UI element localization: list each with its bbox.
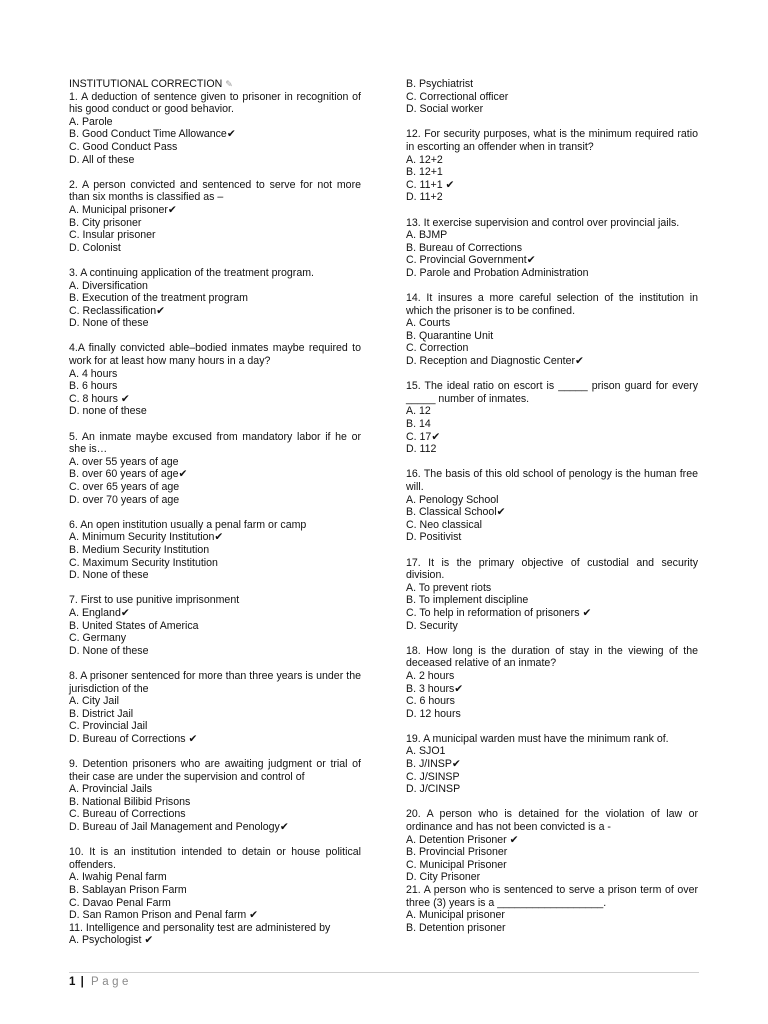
question-text: 11. Intelligence and personality test are administered by	[69, 921, 331, 934]
answer-option: A. Municipal prisoner	[406, 909, 505, 922]
answer-option: C. over 65 years of age	[69, 481, 180, 493]
question-text: 1. A deduction of sentence given to prisoner in recognition of his good conduct or good behavior.	[69, 90, 361, 116]
question-text: 10. It is an institution intended to detain or house political offenders.	[69, 846, 361, 871]
answer-option: B. J/INSP✔	[406, 758, 461, 771]
answer-option: D. over 70 years of age	[69, 493, 180, 506]
answer-option: C. 17✔	[406, 430, 441, 443]
question-item	[406, 128, 698, 204]
question-text: 6. An open institution usually a penal farm or camp	[69, 518, 307, 531]
question-item	[69, 922, 361, 947]
answer-option: C. Maximum Security Institution	[69, 556, 218, 569]
answer-option: C. To help in reformation of prisoners ✔	[406, 606, 592, 619]
answer-option: D. J/CINSP	[406, 783, 461, 796]
pencil-icon: ✎	[225, 79, 233, 89]
answer-option: A. To prevent riots	[406, 581, 492, 594]
left-question-list	[69, 91, 361, 947]
question-item	[406, 78, 698, 116]
answer-option: A. Psychologist ✔	[69, 934, 154, 947]
question-item	[406, 733, 698, 796]
answer-option: B. City prisoner	[69, 216, 142, 229]
answer-option: A. Municipal prisoner✔	[69, 203, 177, 216]
answer-option: A. Minimum Security Institution✔	[69, 531, 224, 544]
question-item	[69, 91, 361, 167]
answer-option: C. Good Conduct Pass	[69, 140, 178, 153]
question-text: 21. A person who is sentenced to serve a prison term of over three (3) years is a __________________.	[406, 884, 698, 909]
question-text: 16. The basis of this old school of penology is the human free will.	[406, 468, 698, 493]
answer-option: A. over 55 years of age	[69, 455, 179, 468]
answer-option: C. J/SINSP	[406, 770, 460, 783]
question-item	[406, 808, 698, 884]
answer-option: D. Bureau of Corrections ✔	[69, 732, 198, 745]
answer-option: C. Germany	[69, 632, 127, 645]
answer-option: A. 12+2	[406, 153, 443, 166]
answer-option: B. Detention prisoner	[406, 921, 506, 934]
answer-option: B. over 60 years of age✔	[69, 468, 188, 481]
question-text: 9. Detention prisoners who are awaiting judgment or trial of their case are under the supervision and control of	[69, 758, 361, 783]
footer-separator: |	[80, 976, 84, 988]
answer-option: A. Detention Prisoner ✔	[406, 833, 519, 846]
left-column	[69, 78, 361, 960]
answer-option: B. 14	[406, 418, 431, 431]
question-text: 12. For security purposes, what is the minimum required ratio in escorting an offender when in transit?	[406, 128, 698, 153]
question-text: 19. A municipal warden must have the minimum rank of.	[406, 732, 669, 745]
question-item	[69, 846, 361, 922]
question-item	[69, 342, 361, 418]
answer-option: A. England✔	[69, 606, 130, 619]
right-question-list	[406, 78, 698, 934]
question-item	[69, 670, 361, 746]
answer-option: D. None of these	[69, 644, 149, 657]
answer-option: D. 112	[406, 443, 437, 456]
answer-option: C. Provincial Government✔	[406, 254, 536, 267]
answer-option: D. City Prisoner	[406, 871, 481, 884]
question-item	[406, 217, 698, 280]
answer-option: D. 12 hours	[406, 707, 461, 720]
question-text: 15. The ideal ratio on escort is _____ prison guard for every _____ number of inmates.	[406, 380, 698, 405]
question-item	[69, 431, 361, 507]
answer-option: C. 11+1 ✔	[406, 178, 455, 191]
answer-option: C. Reclassification✔	[69, 304, 166, 317]
answer-option: A. Iwahig Penal farm	[69, 871, 167, 884]
question-item	[69, 594, 361, 657]
answer-option: B. 6 hours	[69, 380, 118, 393]
question-text: 2. A person convicted and sentenced to serve for not more than six months is classified as –	[69, 178, 361, 204]
answer-option: B. To implement discipline	[406, 594, 529, 607]
page-footer	[69, 975, 132, 989]
answer-option: D. none of these	[69, 405, 147, 418]
answer-option: C. Municipal Prisoner	[406, 858, 507, 871]
answer-option: A. City Jail	[69, 695, 120, 708]
answer-option: B. United States of America	[69, 619, 199, 632]
answer-option: A. 12	[406, 405, 431, 418]
answer-option: D. Social worker	[406, 103, 484, 116]
answer-option: C. Neo classical	[406, 518, 482, 531]
answer-option: D. None of these	[69, 317, 149, 330]
answer-option: B. 3 hours✔	[406, 682, 464, 695]
answer-option: D. All of these	[69, 153, 135, 166]
answer-option: A. 2 hours	[406, 669, 455, 682]
question-item	[69, 519, 361, 582]
page-number: 1	[69, 976, 76, 988]
question-text: 7. First to use punitive imprisonment	[69, 594, 240, 607]
answer-option: D. 11+2	[406, 191, 443, 204]
question-text: 13. It exercise supervision and control over provincial jails.	[406, 216, 680, 229]
answer-option: A. SJO1	[406, 745, 446, 758]
answer-option: A. Penology School	[406, 493, 499, 506]
answer-option: D. None of these	[69, 569, 149, 582]
answer-option: B. Sablayan Prison Farm	[69, 884, 187, 896]
answer-option: B. Psychiatrist	[406, 78, 474, 90]
question-text: 14. It insures a more careful selection of the institution in which the prisoner is to be confined.	[406, 292, 698, 317]
answer-option: D. Security	[406, 619, 458, 632]
answer-option: C. Correction	[406, 342, 469, 355]
answer-option: C. Davao Penal Farm	[69, 896, 171, 909]
answer-option: B. Medium Security Institution	[69, 543, 210, 556]
answer-option: B. Provincial Prisoner	[406, 846, 508, 859]
answer-option: D. San Ramon Prison and Penal farm ✔	[69, 909, 259, 922]
answer-option: C. Correctional officer	[406, 90, 509, 103]
answer-option: C. 8 hours ✔	[69, 392, 130, 405]
answer-option: B. Classical School✔	[406, 506, 506, 519]
answer-option: D. Bureau of Jail Management and Penology✔	[69, 821, 289, 834]
question-text: 5. An inmate maybe excused from mandatory labor if he or she is…	[69, 430, 361, 456]
question-item	[406, 645, 698, 721]
answer-option: B. District Jail	[69, 707, 134, 720]
answer-option: C. 6 hours	[406, 695, 455, 708]
footer-divider	[69, 972, 699, 973]
question-text: 4.A finally convicted able–bodied inmates maybe required to work for at least how many hours in a day?	[69, 342, 361, 368]
question-text: 17. It is the primary objective of custodial and security division.	[406, 556, 698, 582]
answer-option: B. Bureau of Corrections	[406, 241, 522, 254]
answer-option: B. Execution of the treatment program	[69, 292, 249, 305]
question-text: 18. How long is the duration of stay in the viewing of the deceased relative of an inmate?	[406, 644, 698, 670]
answer-option: B. Quarantine Unit	[406, 329, 494, 342]
answer-option: D. Reception and Diagnostic Center✔	[406, 355, 584, 368]
question-item	[69, 267, 361, 330]
answer-option: D. Colonist	[69, 241, 121, 254]
question-text: 20. A person who is detained for the violation of law or ordinance and has not been convicted is a -	[406, 808, 698, 834]
answer-option: C. Insular prisoner	[69, 229, 156, 242]
question-text: 8. A prisoner sentenced for more than three years is under the jurisdiction of the	[69, 669, 361, 695]
question-item	[406, 380, 698, 456]
answer-option: C. Provincial Jail	[69, 720, 148, 733]
answer-option: C. Bureau of Corrections	[69, 808, 186, 821]
document-title-line	[69, 78, 361, 91]
answer-option: B. 12+1	[406, 166, 443, 179]
question-item	[406, 557, 698, 633]
question-item	[406, 468, 698, 544]
answer-option: A. Provincial Jails	[69, 783, 153, 796]
answer-option: A. Courts	[406, 317, 451, 330]
answer-option: D. Parole and Probation Administration	[406, 266, 589, 279]
page-label: Page	[91, 976, 132, 988]
answer-option: D. Positivist	[406, 531, 462, 544]
answer-option: B. National Bilibid Prisons	[69, 795, 191, 808]
answer-option: B. Good Conduct Time Allowance✔	[69, 128, 236, 141]
answer-option: A. 4 hours	[69, 367, 118, 380]
answer-option: A. Diversification	[69, 279, 148, 292]
answer-option: A. BJMP	[406, 229, 448, 242]
right-column	[406, 78, 698, 947]
question-item	[69, 179, 361, 255]
question-item	[406, 292, 698, 368]
document-title: INSTITUTIONAL CORRECTION	[69, 78, 223, 90]
answer-option: A. Parole	[69, 115, 113, 128]
question-item	[69, 758, 361, 834]
question-item	[406, 884, 698, 934]
question-text: 3. A continuing application of the treatment program.	[69, 266, 314, 279]
